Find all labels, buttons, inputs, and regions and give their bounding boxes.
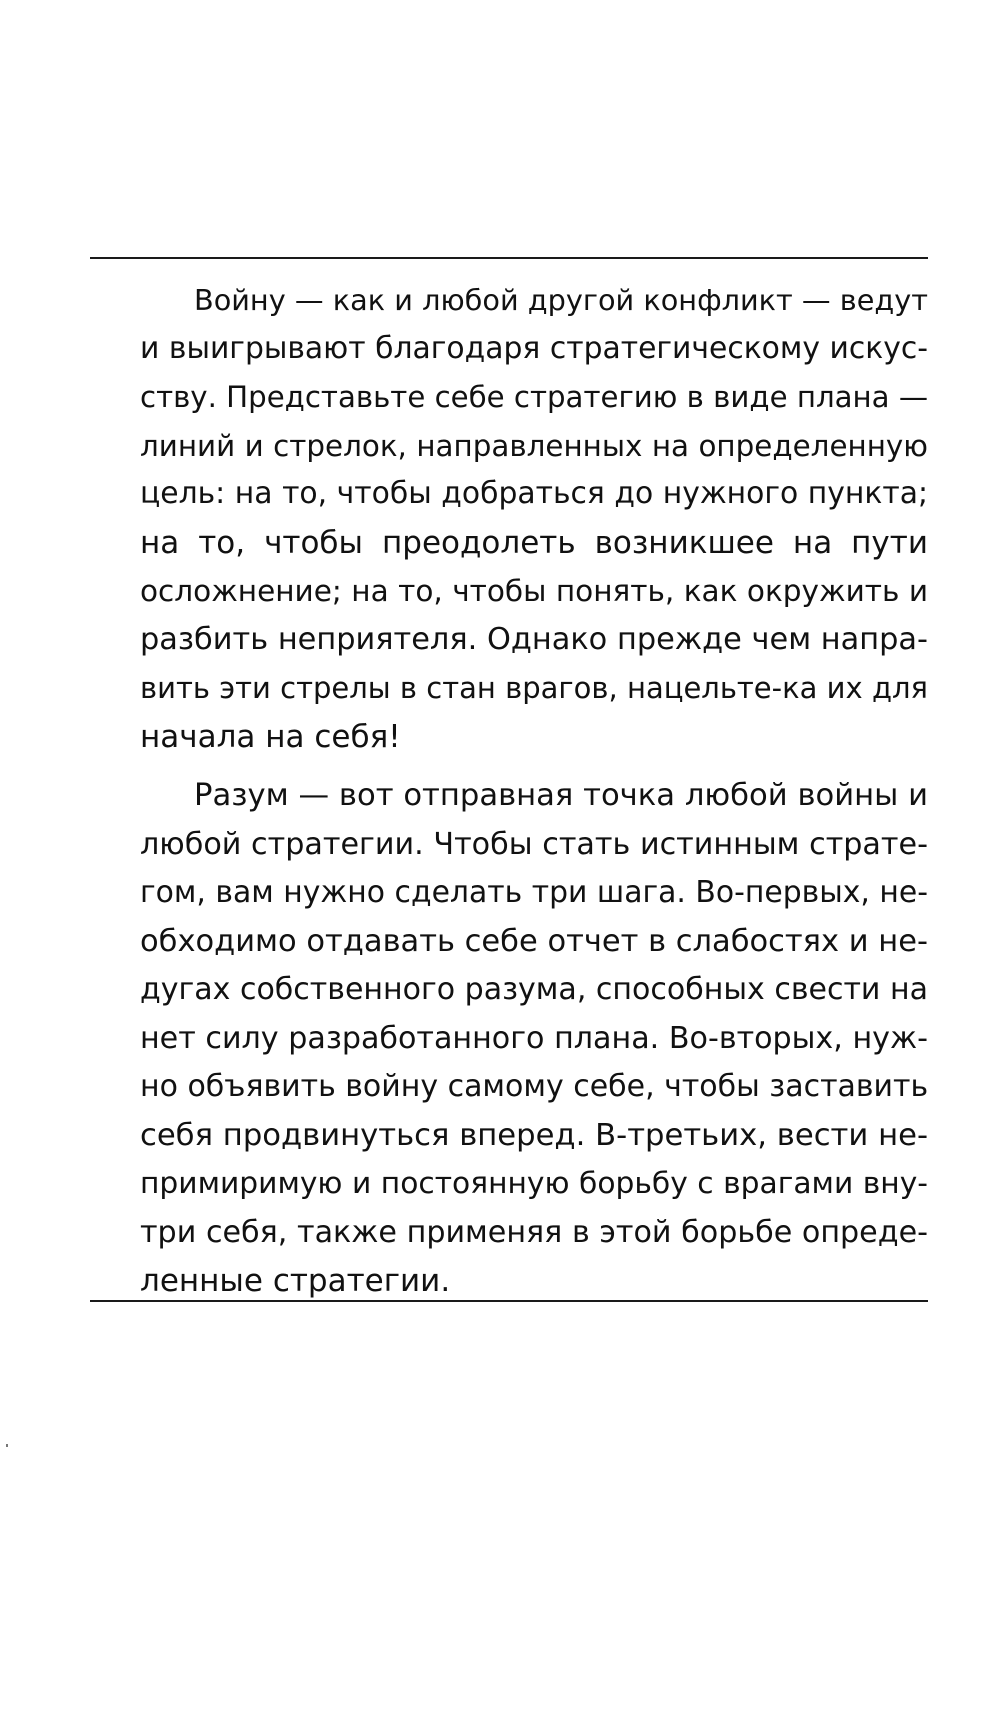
text-line: Разум — вот отправная точка любой войны и	[194, 778, 928, 813]
text-line: себя продвинуться вперед. В-третьих, вести не-	[140, 1117, 928, 1153]
text-line: осложнение; на то, чтобы понять, как окружить и	[140, 574, 928, 608]
text-line: Войну — как и любой другой конфликт — ведут	[194, 283, 928, 317]
text-line: цель: на то, чтобы добраться до нужного пункта;	[140, 476, 928, 511]
text-line: начала на себя!	[140, 718, 401, 755]
paragraph-2	[140, 772, 928, 1306]
text-line: линий и стрелок, направленных на определенную	[140, 428, 928, 463]
text-line: вить эти стрелы в стан врагов, нацельте-ка их для	[140, 671, 928, 705]
text-line: ленные стратегии.	[140, 1263, 451, 1299]
text-line: три себя, также применяя в этой борьбе опреде-	[140, 1214, 928, 1250]
paragraph-1	[140, 276, 928, 761]
text-line: любой стратегии. Чтобы стать истинным страте-	[140, 826, 928, 862]
text-line: обходимо отдавать себе отчет в слабостях и не-	[140, 923, 928, 959]
text-line: примиримую и постоянную борьбу с врагами вну-	[140, 1166, 928, 1201]
bottom-divider	[90, 1300, 928, 1302]
text-line: но объявить войну самому себе, чтобы заставить	[140, 1069, 929, 1104]
text-line: гом, вам нужно сделать три шага. Во-первых, не-	[140, 875, 928, 910]
text-line: на то, чтобы преодолеть возникшее на пути	[140, 524, 928, 561]
scan-speck	[6, 1444, 8, 1447]
text-line: нет силу разработанного плана. Во-вторых, нуж-	[140, 1020, 928, 1056]
top-divider	[90, 257, 928, 259]
text-line: и выигрывают благодаря стратегическому искус-	[140, 330, 928, 366]
text-line: дугах собственного разума, способных свести на	[140, 972, 928, 1007]
text-line: разбить неприятеля. Однако прежде чем напра-	[140, 621, 928, 657]
text-line: ству. Представьте себе стратегию в виде плана —	[140, 380, 929, 414]
text-block	[140, 276, 928, 1306]
